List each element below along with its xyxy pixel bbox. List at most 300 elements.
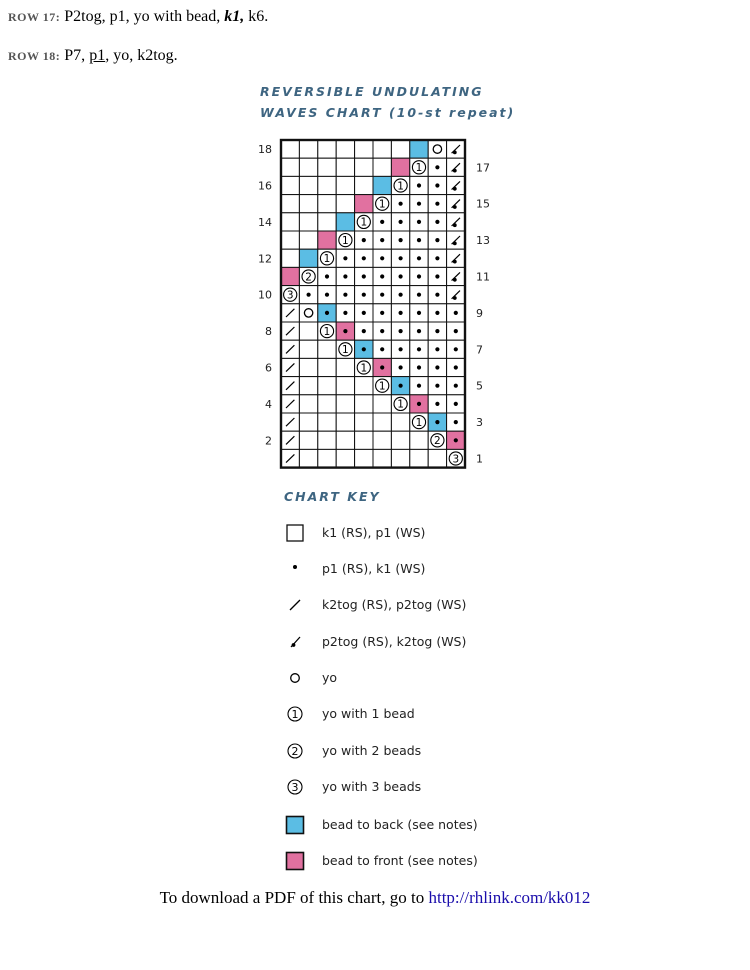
chart-cell-r16-c2-box xyxy=(299,176,317,194)
chart-cell-r2-c5 xyxy=(355,431,373,449)
chart-cell-r8-c6 xyxy=(373,322,391,340)
key-symbol-blue-icon xyxy=(285,815,305,835)
chart-cell-r1-c5-box xyxy=(355,449,373,467)
chart-cell-r8-c8 xyxy=(410,322,428,340)
chart-cell-r12-c4 xyxy=(336,249,354,267)
chart-cell-r16-c3-box xyxy=(318,176,336,194)
chart-cell-r11-c4 xyxy=(336,267,354,285)
chart-cell-r11-c9-dot xyxy=(435,274,439,278)
chart-cell-r3-c7 xyxy=(391,413,409,431)
chart-cell-r11-c3 xyxy=(318,267,336,285)
pdf-download-link[interactable]: http://rhlink.com/kk012 xyxy=(428,888,591,907)
row-number-left-18: 18 xyxy=(258,143,272,157)
chart-cell-r15-c9 xyxy=(428,195,446,213)
chart-cell-r8-c9 xyxy=(428,322,446,340)
chart-cell-r10-c2 xyxy=(299,286,317,304)
chart-cell-r7-c3-box xyxy=(318,340,336,358)
chart-cell-r3-c6 xyxy=(373,413,391,431)
chart-cell-r13-c3-box xyxy=(318,231,336,249)
chart-cell-r2-c8-box xyxy=(410,431,428,449)
chart-cell-r14-c9-dot xyxy=(435,220,439,224)
chart-cell-r3-c9 xyxy=(428,413,446,431)
row-number-left-8: 8 xyxy=(265,325,272,339)
chart-cell-r3-c5 xyxy=(355,413,373,431)
chart-cell-r14-c6-dot xyxy=(380,220,384,224)
row-number-right-9: 9 xyxy=(476,306,483,320)
chart-cell-r5-c2-box xyxy=(299,377,317,395)
chart-cell-r13-c10 xyxy=(447,231,465,249)
chart-cell-r5-c4-box xyxy=(336,377,354,395)
chart-cell-r15-c1-box xyxy=(281,195,299,213)
chart-cell-r10-c1 xyxy=(281,286,299,304)
chart-cell-r5-c2 xyxy=(299,377,317,395)
chart-cell-r15-c5-box xyxy=(355,195,373,213)
chart-cell-r16-c5 xyxy=(355,176,373,194)
chart-cell-r2-c7 xyxy=(391,431,409,449)
chart-title-line-1: REVERSIBLE UNDULATING xyxy=(260,84,484,99)
chart-cell-r3-c1 xyxy=(281,413,299,431)
chart-cell-r14-c8 xyxy=(410,213,428,231)
chart-cell-r18-c5-box xyxy=(355,140,373,158)
chart-cell-r11-c6-dot xyxy=(380,274,384,278)
chart-cell-r12-c6 xyxy=(373,249,391,267)
chart-cell-r15-c4-box xyxy=(336,195,354,213)
chart-cell-r8-c4-dot xyxy=(343,329,347,333)
key-item-c3 xyxy=(285,777,585,797)
chart-cell-r2-c3-box xyxy=(318,431,336,449)
chart-cell-r9-c4 xyxy=(336,304,354,322)
chart-cell-r8-c3-bead-count: 1 xyxy=(323,325,331,338)
key-item-c1 xyxy=(285,704,585,724)
chart-cell-r18-c3-box xyxy=(318,140,336,158)
chart-cell-r1-c6 xyxy=(373,449,391,467)
chart-cell-r7-c2 xyxy=(299,340,317,358)
chart-cell-r4-c5-box xyxy=(355,395,373,413)
chart-cell-r15-c10-slash-dot xyxy=(453,205,457,209)
chart-cell-r2-c6-box xyxy=(373,431,391,449)
chart-cell-r8-c5-dot xyxy=(362,329,366,333)
chart-cell-r15-c9-dot xyxy=(435,202,439,206)
key-label-slashdot: p2tog (RS), k2tog (WS) xyxy=(322,634,467,649)
chart-cell-r4-c5 xyxy=(355,395,373,413)
chart-cell-r10-c1-bead-count: 3 xyxy=(286,289,294,302)
chart-cell-r13-c7 xyxy=(391,231,409,249)
chart-cell-r2-c1 xyxy=(281,431,299,449)
chart-cell-r13-c8-dot xyxy=(417,238,421,242)
chart-cell-r2-c10 xyxy=(447,431,465,449)
chart-cell-r14-c5-bead-count: 1 xyxy=(360,216,368,229)
chart-title-line-2: WAVES CHART (10-st repeat) xyxy=(260,105,516,120)
chart-cell-r13-c6 xyxy=(373,231,391,249)
key-label-slash: k2tog (RS), p2tog (WS) xyxy=(322,597,467,612)
chart-cell-r4-c3 xyxy=(318,395,336,413)
chart-cell-r1-c8-box xyxy=(410,449,428,467)
chart-cell-r5-c10 xyxy=(447,377,465,395)
chart-cell-r2-c4 xyxy=(336,431,354,449)
chart-cell-r5-c9 xyxy=(428,377,446,395)
chart-cell-r2-c2 xyxy=(299,431,317,449)
chart-cell-r12-c4-dot xyxy=(343,256,347,260)
chart-cell-r5-c7 xyxy=(391,377,409,395)
chart-cell-r11-c7 xyxy=(391,267,409,285)
key-symbol-pink-icon xyxy=(285,851,305,871)
chart-cell-r10-c6 xyxy=(373,286,391,304)
chart-cell-r7-c7-dot xyxy=(399,347,403,351)
chart-cell-r4-c4-box xyxy=(336,395,354,413)
chart-cell-r13-c9-dot xyxy=(435,238,439,242)
chart-cell-r8-c7-dot xyxy=(399,329,403,333)
row-number-right-15: 15 xyxy=(476,197,490,211)
chart-cell-r11-c10 xyxy=(447,267,465,285)
row-number-left-12: 12 xyxy=(258,252,272,266)
chart-cell-r7-c9 xyxy=(428,340,446,358)
key-label-c3: yo with 3 beads xyxy=(322,779,422,794)
chart-cell-r8-c2-box xyxy=(299,322,317,340)
chart-cell-r3-c3 xyxy=(318,413,336,431)
chart-cell-r10-c2-dot xyxy=(307,293,311,297)
chart-cell-r13-c5-dot xyxy=(362,238,366,242)
chart-cell-r16-c3 xyxy=(318,176,336,194)
chart-cell-r6-c2 xyxy=(299,358,317,376)
key-label-blue: bead to back (see notes) xyxy=(322,817,478,832)
chart-cell-r16-c9 xyxy=(428,176,446,194)
chart-cell-r7-c10 xyxy=(447,340,465,358)
chart-cell-r4-c10 xyxy=(447,395,465,413)
key-item-slash xyxy=(285,595,585,615)
chart-cell-r2-c3 xyxy=(318,431,336,449)
chart-cell-r9-c8-dot xyxy=(417,311,421,315)
chart-cell-r14-c8-dot xyxy=(417,220,421,224)
chart-cell-r13-c5 xyxy=(355,231,373,249)
chart-cell-r17-c2 xyxy=(299,158,317,176)
chart-cell-r6-c9-dot xyxy=(435,365,439,369)
chart-cell-r17-c9-dot xyxy=(435,165,439,169)
row-18-underlined: p1 xyxy=(89,47,106,64)
chart-cell-r1-c1 xyxy=(281,449,299,467)
chart-cell-r3-c4-box xyxy=(336,413,354,431)
chart-cell-r15-c6-bead-count: 1 xyxy=(378,198,386,211)
chart-cell-r8-c1 xyxy=(281,322,299,340)
chart-cell-r9-c6-dot xyxy=(380,311,384,315)
row-17-text-b: k6. xyxy=(248,8,269,25)
chart-cell-r2-c9-bead-count: 2 xyxy=(434,435,441,448)
chart-cell-r15-c3 xyxy=(318,195,336,213)
chart-cell-r9-c3-dot xyxy=(325,311,329,315)
chart-cell-r12-c9 xyxy=(428,249,446,267)
chart-cell-r16-c10 xyxy=(447,176,465,194)
chart-cell-r5-c8-dot xyxy=(417,384,421,388)
chart-cell-r6-c2-box xyxy=(299,358,317,376)
chart-cell-r3-c6-box xyxy=(373,413,391,431)
chart-cell-r1-c10-bead-count: 3 xyxy=(452,453,460,466)
chart-cell-r14-c3-box xyxy=(318,213,336,231)
chart-cell-r1-c9 xyxy=(428,449,446,467)
chart-cell-r1-c4 xyxy=(336,449,354,467)
row-number-left-10: 10 xyxy=(258,288,272,302)
chart-cell-r16-c1 xyxy=(281,176,299,194)
row-number-right-11: 11 xyxy=(476,270,490,284)
chart-cell-r12-c10-slash-dot xyxy=(453,260,457,264)
chart-cell-r6-c8 xyxy=(410,358,428,376)
chart-cell-r12-c1 xyxy=(281,249,299,267)
chart-cell-r18-c10-slash-dot xyxy=(453,151,457,155)
chart-cell-r17-c9 xyxy=(428,158,446,176)
key-symbol-c1-icon xyxy=(285,704,305,724)
chart-cell-r1-c3-box xyxy=(318,449,336,467)
row-number-right-13: 13 xyxy=(476,234,490,248)
chart-cell-r7-c4 xyxy=(336,340,354,358)
chart-cell-r3-c4 xyxy=(336,413,354,431)
chart-cell-r6-c10-dot xyxy=(454,365,458,369)
chart-cell-r5-c1 xyxy=(281,377,299,395)
chart-cell-r1-c10 xyxy=(447,449,465,467)
chart-cell-r5-c6 xyxy=(373,377,391,395)
row-17-label: ROW 17: xyxy=(8,10,61,24)
chart-cell-r7-c8-dot xyxy=(417,347,421,351)
chart-cell-r4-c9 xyxy=(428,395,446,413)
chart-cell-r12-c1-box xyxy=(281,249,299,267)
key-label-circle: yo xyxy=(322,670,338,685)
chart-cell-r11-c2 xyxy=(299,267,317,285)
chart-cell-r18-c8-box xyxy=(410,140,428,158)
chart-cell-r7-c6 xyxy=(373,340,391,358)
chart-cell-r13-c10-slash-dot xyxy=(453,242,457,246)
chart-cell-r2-c8 xyxy=(410,431,428,449)
chart-cell-r5-c9-dot xyxy=(435,384,439,388)
chart-cell-r7-c10-dot xyxy=(454,347,458,351)
chart-cell-r3-c2 xyxy=(299,413,317,431)
chart-cell-r9-c1 xyxy=(281,304,299,322)
chart-cell-r2-c10-dot xyxy=(454,438,458,442)
chart-cell-r1-c4-box xyxy=(336,449,354,467)
row-18-text-a: P7, xyxy=(64,47,86,64)
row-18-text-b: , yo, k2tog. xyxy=(105,47,178,64)
row-number-left-16: 16 xyxy=(258,179,272,193)
key-label-empty: k1 (RS), p1 (WS) xyxy=(322,525,426,540)
chart-cell-r17-c10-slash-dot xyxy=(453,169,457,173)
chart-cell-r16-c2 xyxy=(299,176,317,194)
chart-cell-r18-c4-box xyxy=(336,140,354,158)
chart-cell-r11-c1-box xyxy=(281,267,299,285)
chart-cell-r16-c9-dot xyxy=(435,183,439,187)
key-item-pink xyxy=(285,851,585,871)
chart-cell-r18-c6 xyxy=(373,140,391,158)
chart-cell-r11-c10-slash-dot xyxy=(453,278,457,282)
chart-cell-r3-c3-box xyxy=(318,413,336,431)
chart-cell-r10-c9-dot xyxy=(435,293,439,297)
chart-cell-r4-c8 xyxy=(410,395,428,413)
chart-cell-r14-c4-box xyxy=(336,213,354,231)
chart-cell-r6-c9 xyxy=(428,358,446,376)
chart-cell-r3-c5-box xyxy=(355,413,373,431)
chart-cell-r5-c6-bead-count: 1 xyxy=(378,380,386,393)
chart-cell-r5-c3 xyxy=(318,377,336,395)
key-item-blue xyxy=(285,815,585,835)
chart-cell-r14-c2-box xyxy=(299,213,317,231)
row-17-text-a: P2tog, p1, yo with bead, xyxy=(64,8,221,25)
chart-cell-r10-c8-dot xyxy=(417,293,421,297)
chart-cell-r8-c3 xyxy=(318,322,336,340)
chart-cell-r6-c8-dot xyxy=(417,365,421,369)
chart-cell-r6-c3-box xyxy=(318,358,336,376)
chart-cell-r11-c1 xyxy=(281,267,299,285)
chart-cell-r7-c6-dot xyxy=(380,347,384,351)
chart-cell-r18-c1-box xyxy=(281,140,299,158)
chart-cell-r13-c7-dot xyxy=(399,238,403,242)
chart-cell-r15-c1 xyxy=(281,195,299,213)
chart-cell-r5-c7-dot xyxy=(399,384,403,388)
chart-cell-r14-c1-box xyxy=(281,213,299,231)
chart-cell-r9-c5 xyxy=(355,304,373,322)
chart-cell-r11-c3-dot xyxy=(325,274,329,278)
chart-cell-r11-c8-dot xyxy=(417,274,421,278)
chart-cell-r15-c8 xyxy=(410,195,428,213)
chart-cell-r9-c2-box xyxy=(299,304,317,322)
chart-cell-r1-c7 xyxy=(391,449,409,467)
chart-cell-r10-c6-dot xyxy=(380,293,384,297)
key-symbol-c2-icon xyxy=(285,741,305,761)
chart-cell-r9-c9-dot xyxy=(435,311,439,315)
chart-cell-r13-c2-box xyxy=(299,231,317,249)
chart-cell-r6-c1 xyxy=(281,358,299,376)
chart-cell-r17-c4-box xyxy=(336,158,354,176)
row-number-right-3: 3 xyxy=(476,416,483,430)
chart-cell-r3-c10-dot xyxy=(454,420,458,424)
chart-cell-r14-c7-dot xyxy=(399,220,403,224)
chart-cell-r17-c8 xyxy=(410,158,428,176)
chart-cell-r17-c6 xyxy=(373,158,391,176)
chart-cell-r16-c1-box xyxy=(281,176,299,194)
chart-cell-r11-c9 xyxy=(428,267,446,285)
chart-cell-r6-c5 xyxy=(355,358,373,376)
chart-cell-r12-c7-dot xyxy=(399,256,403,260)
chart-cell-r16-c5-box xyxy=(355,176,373,194)
chart-cell-r17-c2-box xyxy=(299,158,317,176)
chart-cell-r17-c3 xyxy=(318,158,336,176)
chart-cell-r15-c7 xyxy=(391,195,409,213)
chart-cell-r4-c9-dot xyxy=(435,402,439,406)
chart-cell-r8-c2 xyxy=(299,322,317,340)
chart-cell-r4-c2-box xyxy=(299,395,317,413)
chart-cell-r8-c5 xyxy=(355,322,373,340)
key-symbol-empty-icon xyxy=(285,523,305,543)
chart-cell-r7-c2-box xyxy=(299,340,317,358)
chart-cell-r13-c9 xyxy=(428,231,446,249)
chart-cell-r18-c6-box xyxy=(373,140,391,158)
chart-cell-r9-c6 xyxy=(373,304,391,322)
chart-cell-r16-c4-box xyxy=(336,176,354,194)
chart-cell-r15-c2-box xyxy=(299,195,317,213)
chart-cell-r8-c8-dot xyxy=(417,329,421,333)
chart-cell-r13-c1-box xyxy=(281,231,299,249)
chart-cell-r14-c10 xyxy=(447,213,465,231)
chart-cell-r17-c1 xyxy=(281,158,299,176)
chart-cell-r16-c6 xyxy=(373,176,391,194)
chart-cell-r7-c3 xyxy=(318,340,336,358)
chart-cell-r4-c3-box xyxy=(318,395,336,413)
row-number-left-6: 6 xyxy=(265,361,272,375)
chart-cell-r16-c8 xyxy=(410,176,428,194)
chart-cell-r11-c5-dot xyxy=(362,274,366,278)
chart-cell-r7-c4-bead-count: 1 xyxy=(342,344,349,357)
chart-cell-r18-c7 xyxy=(391,140,409,158)
key-item-slashdot xyxy=(285,632,585,652)
chart-cell-r11-c7-dot xyxy=(399,274,403,278)
chart-cell-r16-c10-slash-dot xyxy=(453,187,457,191)
chart-cell-r9-c3 xyxy=(318,304,336,322)
chart-cell-r6-c3 xyxy=(318,358,336,376)
chart-cell-r17-c7 xyxy=(391,158,409,176)
key-item-empty xyxy=(285,523,585,543)
chart-cell-r14-c6 xyxy=(373,213,391,231)
chart-cell-r14-c4 xyxy=(336,213,354,231)
chart-cell-r8-c9-dot xyxy=(435,329,439,333)
chart-cell-r8-c7 xyxy=(391,322,409,340)
footer xyxy=(0,888,750,908)
chart-cell-r18-c9 xyxy=(428,140,446,158)
chart-cell-r9-c7 xyxy=(391,304,409,322)
chart-cell-r2-c6 xyxy=(373,431,391,449)
key-symbol-slashdot-icon xyxy=(285,632,305,652)
chart-cell-r6-c4-box xyxy=(336,358,354,376)
chart-cell-r18-c4 xyxy=(336,140,354,158)
chart-cell-r2-c7-box xyxy=(391,431,409,449)
chart-cell-r5-c4 xyxy=(336,377,354,395)
chart-cell-r3-c2-box xyxy=(299,413,317,431)
chart-cell-r6-c7-dot xyxy=(399,365,403,369)
chart-cell-r8-c10-dot xyxy=(454,329,458,333)
chart-cell-r3-c7-box xyxy=(391,413,409,431)
row-number-right-17: 17 xyxy=(476,161,490,175)
key-item-c2 xyxy=(285,741,585,761)
chart-cell-r9-c10 xyxy=(447,304,465,322)
chart-cell-r3-c10 xyxy=(447,413,465,431)
key-label-dot: p1 (RS), k1 (WS) xyxy=(322,561,426,576)
chart-cell-r18-c2-box xyxy=(299,140,317,158)
chart-cell-r8-c4 xyxy=(336,322,354,340)
chart-cell-r13-c8 xyxy=(410,231,428,249)
svg-text:3: 3 xyxy=(291,781,299,794)
chart-cell-r6-c7 xyxy=(391,358,409,376)
chart-cell-r17-c6-box xyxy=(373,158,391,176)
chart-cell-r8-c6-dot xyxy=(380,329,384,333)
chart-cell-r6-c6-dot xyxy=(380,365,384,369)
chart-cell-r15-c7-dot xyxy=(399,202,403,206)
chart-cell-r1-c8 xyxy=(410,449,428,467)
chart-cell-r18-c9-box xyxy=(428,140,446,158)
chart-cell-r17-c3-box xyxy=(318,158,336,176)
chart-cell-r8-c10 xyxy=(447,322,465,340)
svg-text:1: 1 xyxy=(291,708,299,721)
chart-cell-r16-c4 xyxy=(336,176,354,194)
chart-cell-r10-c4-dot xyxy=(343,293,347,297)
chart-cell-r7-c9-dot xyxy=(435,347,439,351)
chart-cell-r13-c4 xyxy=(336,231,354,249)
chart-cell-r12-c5-dot xyxy=(362,256,366,260)
chart-cell-r10-c5 xyxy=(355,286,373,304)
chart-cell-r5-c3-box xyxy=(318,377,336,395)
chart-cell-r3-c8 xyxy=(410,413,428,431)
chart-cell-r12-c9-dot xyxy=(435,256,439,260)
chart-cell-r2-c4-box xyxy=(336,431,354,449)
chart-cell-r14-c5 xyxy=(355,213,373,231)
chart-cell-r1-c2 xyxy=(299,449,317,467)
svg-text:2: 2 xyxy=(291,745,299,758)
chart-cell-r1-c5 xyxy=(355,449,373,467)
chart-cell-r16-c6-box xyxy=(373,176,391,194)
chart-cell-r4-c7-bead-count: 1 xyxy=(397,398,404,411)
chart-cell-r10-c5-dot xyxy=(362,293,366,297)
